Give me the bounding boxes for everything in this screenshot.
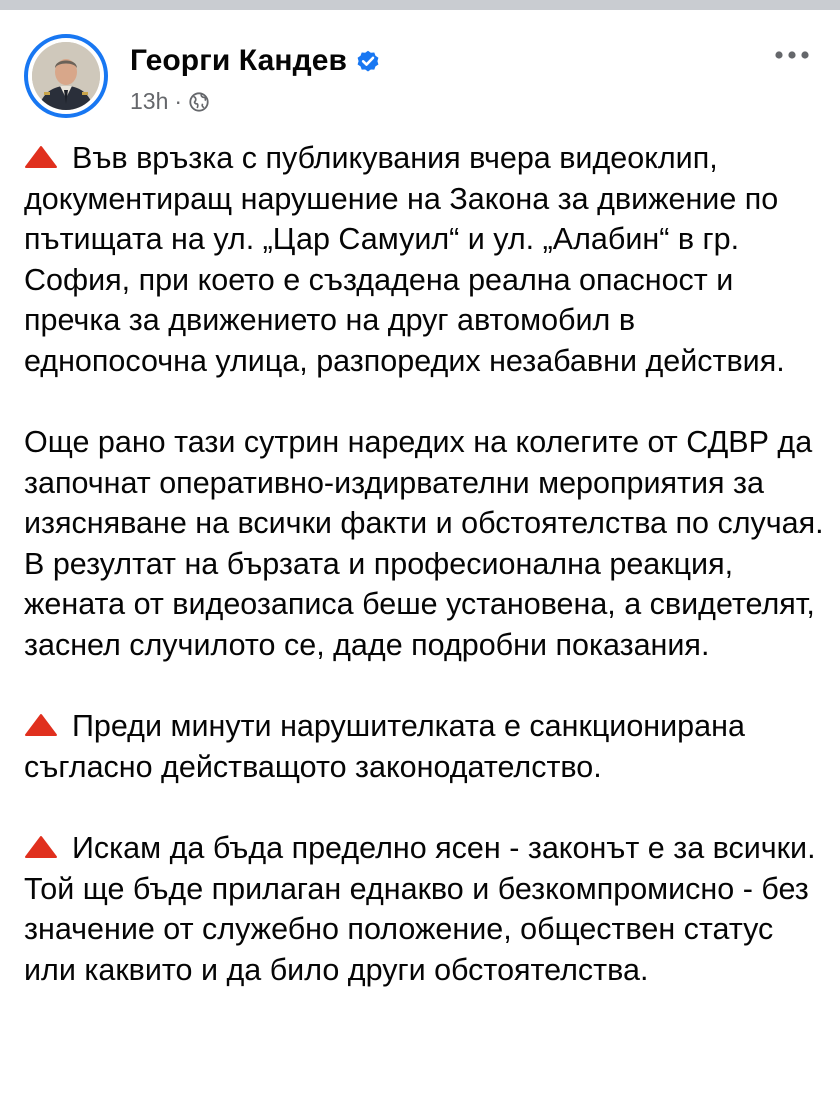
red-triangle-icon bbox=[24, 145, 58, 169]
post-paragraph bbox=[24, 828, 824, 990]
red-triangle-icon bbox=[24, 835, 58, 859]
author-name[interactable]: Георги Кандев bbox=[130, 44, 348, 77]
post-paragraph bbox=[24, 706, 824, 787]
red-triangle-icon bbox=[24, 713, 58, 737]
avatar-photo bbox=[32, 42, 100, 110]
post-header bbox=[0, 10, 840, 130]
post-text bbox=[24, 138, 824, 1031]
post-paragraph bbox=[24, 138, 824, 381]
post-timestamp[interactable]: 13h bbox=[130, 88, 169, 114]
paragraph-text: Във връзка с публикувания вчера видеоклип, документиращ нарушение на Закона за движение по пътищата на ул. „Цар Самуил“ и ул. „Алабин“ в гр. София, при което е създадена реална опасност и пречка за движението на друг автомобил в еднопосочна улица, разпоредих незабавни действия. bbox=[24, 141, 785, 378]
paragraph-text: Искам да бъда пределно ясен - законът е за всички. Той ще бъде прилаган еднакво и безкомпромисно - без значение от служебно положение, обществен статус или каквито и да било други обстоятелства. bbox=[24, 831, 816, 987]
verified-badge-icon bbox=[355, 48, 381, 74]
author-avatar[interactable] bbox=[24, 34, 108, 118]
paragraph-text: Още рано тази сутрин наредих на колегите от СДВР да започнат оперативно-издирвателни мероприятия за изясняване на всички факти и обстоятелства по случая. В резултат на бързата и професионална реакция, жената от видеозаписа беше установена, а свидетелят, заснел случилото се, даде подробни показания. bbox=[24, 425, 824, 662]
post-paragraph bbox=[24, 422, 824, 665]
meta-separator: · bbox=[174, 88, 183, 114]
more-options-icon bbox=[774, 50, 810, 60]
top-divider bbox=[0, 0, 840, 10]
globe-icon[interactable] bbox=[188, 91, 210, 113]
paragraph-text: Преди минути нарушителката е санкционирана съгласно действащото законодателство. bbox=[24, 709, 745, 784]
post-meta bbox=[130, 88, 210, 115]
avatar-portrait bbox=[32, 42, 100, 110]
more-options-button[interactable] bbox=[768, 40, 816, 70]
